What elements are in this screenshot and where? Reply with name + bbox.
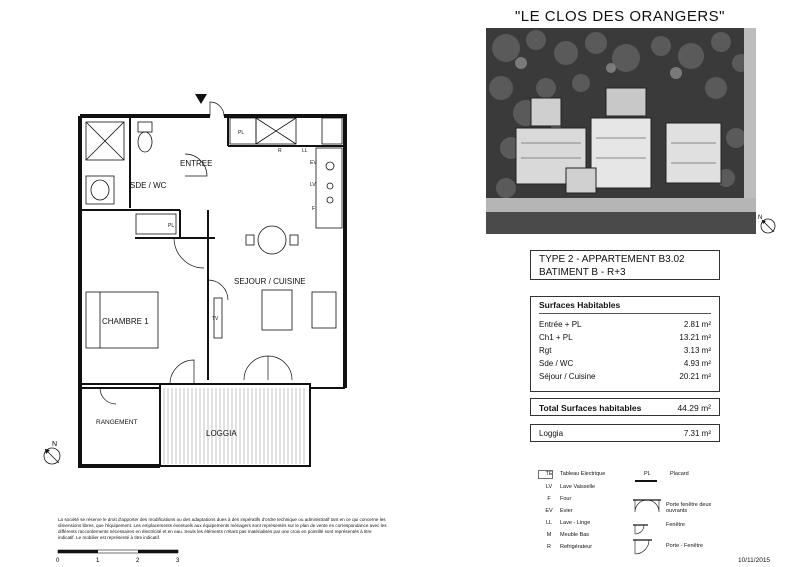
legend-label: Tableau Electrique [560, 471, 606, 477]
table-row [539, 331, 711, 344]
legend-code: PL [644, 471, 651, 477]
document-date: 10/11/2015 [738, 557, 771, 564]
room-label-entree: ENTREE [180, 159, 213, 168]
apartment-type-box [530, 250, 720, 280]
legend-label: Refrigérateur [560, 544, 593, 550]
room-label-sde-wc: SDE / WC [130, 181, 167, 190]
row-value: 20.21 m² [679, 372, 711, 381]
legend-label: Porte - Fenêtre [666, 543, 703, 549]
loggia-surface-box [530, 424, 720, 442]
fixture-r: R [278, 148, 282, 154]
project-title: "LE CLOS DES ORANGERS" [514, 8, 726, 25]
scale-tick: 3 [176, 558, 180, 564]
legend-item [538, 544, 592, 550]
total-value: 44.29 m² [677, 403, 711, 413]
floor-plan [40, 88, 360, 478]
scale-tick: 0 [56, 558, 60, 564]
building-line: BATIMENT B - R+3 [539, 267, 626, 278]
total-label: Total Surfaces habitables [539, 403, 642, 413]
scale-bar [56, 548, 196, 566]
row-label: Entrée + PL [539, 320, 582, 329]
legend-code: EV [545, 508, 553, 514]
legend-label: Fenêtre [666, 522, 685, 528]
entrance-arrow-icon [195, 94, 207, 104]
fixture-pl-top: PL [238, 130, 245, 136]
row-value: 2.81 m² [683, 320, 711, 329]
row-value: 13.21 m² [679, 333, 711, 342]
legend-item [666, 502, 726, 514]
room-label-sejour: SEJOUR / CUISINE [234, 277, 306, 286]
loggia-value: 7.31 m² [683, 429, 711, 438]
legend-label: Meuble Bas [560, 532, 590, 538]
north-arrow-icon [756, 212, 780, 236]
legend-label: Evier [560, 508, 573, 514]
fixture-pl-mid: PL [168, 223, 175, 229]
legend-label: Lave - Linge [560, 520, 591, 526]
legend-label: Lave Vaisselle [560, 484, 596, 490]
plan-north-arrow-icon [44, 441, 60, 464]
legend-item [538, 508, 573, 514]
scale-tick: 1 [96, 558, 100, 564]
room-label-rangement: RANGEMENT [96, 419, 138, 426]
fixture-tv: TV [212, 316, 219, 322]
north-label: N [52, 441, 58, 448]
table-row [539, 318, 711, 331]
row-label: Sde / WC [539, 359, 574, 368]
fixture-f: F [312, 206, 316, 212]
legend-code: R [547, 544, 551, 550]
row-label: Séjour / Cuisine [539, 372, 596, 381]
disclaimer-text: La société se réserve le droit d'apporter des modifications ou des adaptations dues à des impératifs d'ordre technique ou administratif tant en ce qui concerne les dimensions libres, que l'équipement. Les emplacements éventuels aux équipements ménagers sont représentés sur le plan de vente en correspondance avec les différents raccordements nécessaires en électricité et en eau. Seuls les éléments n'étant pas matérialisés par une croix en pointillé sont représentés à titre indicatif. Le mobilier est représenté à titre indicatif. [58, 517, 387, 540]
fixture-lv: LV [310, 182, 316, 188]
total-surface-box [530, 398, 720, 416]
legend-item [538, 532, 589, 538]
room-label-chambre: CHAMBRE 1 [102, 317, 149, 326]
fixture-ev: EV [310, 160, 317, 166]
loggia-label: Loggia [539, 429, 564, 438]
legend-code: TE [545, 471, 553, 477]
surfaces-header: Surfaces Habitables [539, 300, 711, 314]
legend-item [644, 471, 651, 477]
legend-code: LL [545, 520, 553, 526]
legend-item [538, 520, 590, 526]
legend-item [538, 484, 595, 490]
surfaces-table [530, 296, 720, 392]
row-value: 3.13 m² [683, 346, 711, 355]
table-row [539, 357, 711, 370]
legend-code: M [546, 532, 552, 538]
legend-item [538, 496, 571, 502]
legend-item [666, 522, 685, 528]
legend-label: Porte fenêtre deux ouvrants [666, 502, 712, 514]
fixture-ll: LL [302, 148, 308, 154]
scale-tick: 2 [136, 558, 140, 564]
legend-item [670, 471, 689, 477]
legend [538, 470, 728, 560]
table-row [539, 344, 711, 357]
row-label: Rgt [539, 346, 552, 355]
legend-label: Four [560, 496, 572, 502]
table-row [539, 370, 711, 383]
aerial-site-image [486, 28, 756, 234]
legend-item [666, 543, 703, 549]
row-value: 4.93 m² [683, 359, 711, 368]
legend-label: Placard [670, 471, 689, 477]
aerial-site-drawing [486, 28, 756, 234]
legend-item [538, 471, 605, 477]
legend-code: F [547, 496, 551, 502]
apartment-type: TYPE 2 - APPARTEMENT B3.02 [539, 254, 685, 265]
legend-code: LV [545, 484, 553, 490]
row-label: Ch1 + PL [539, 333, 573, 342]
room-label-loggia: LOGGIA [206, 429, 237, 438]
svg-text:N: N [758, 215, 763, 221]
